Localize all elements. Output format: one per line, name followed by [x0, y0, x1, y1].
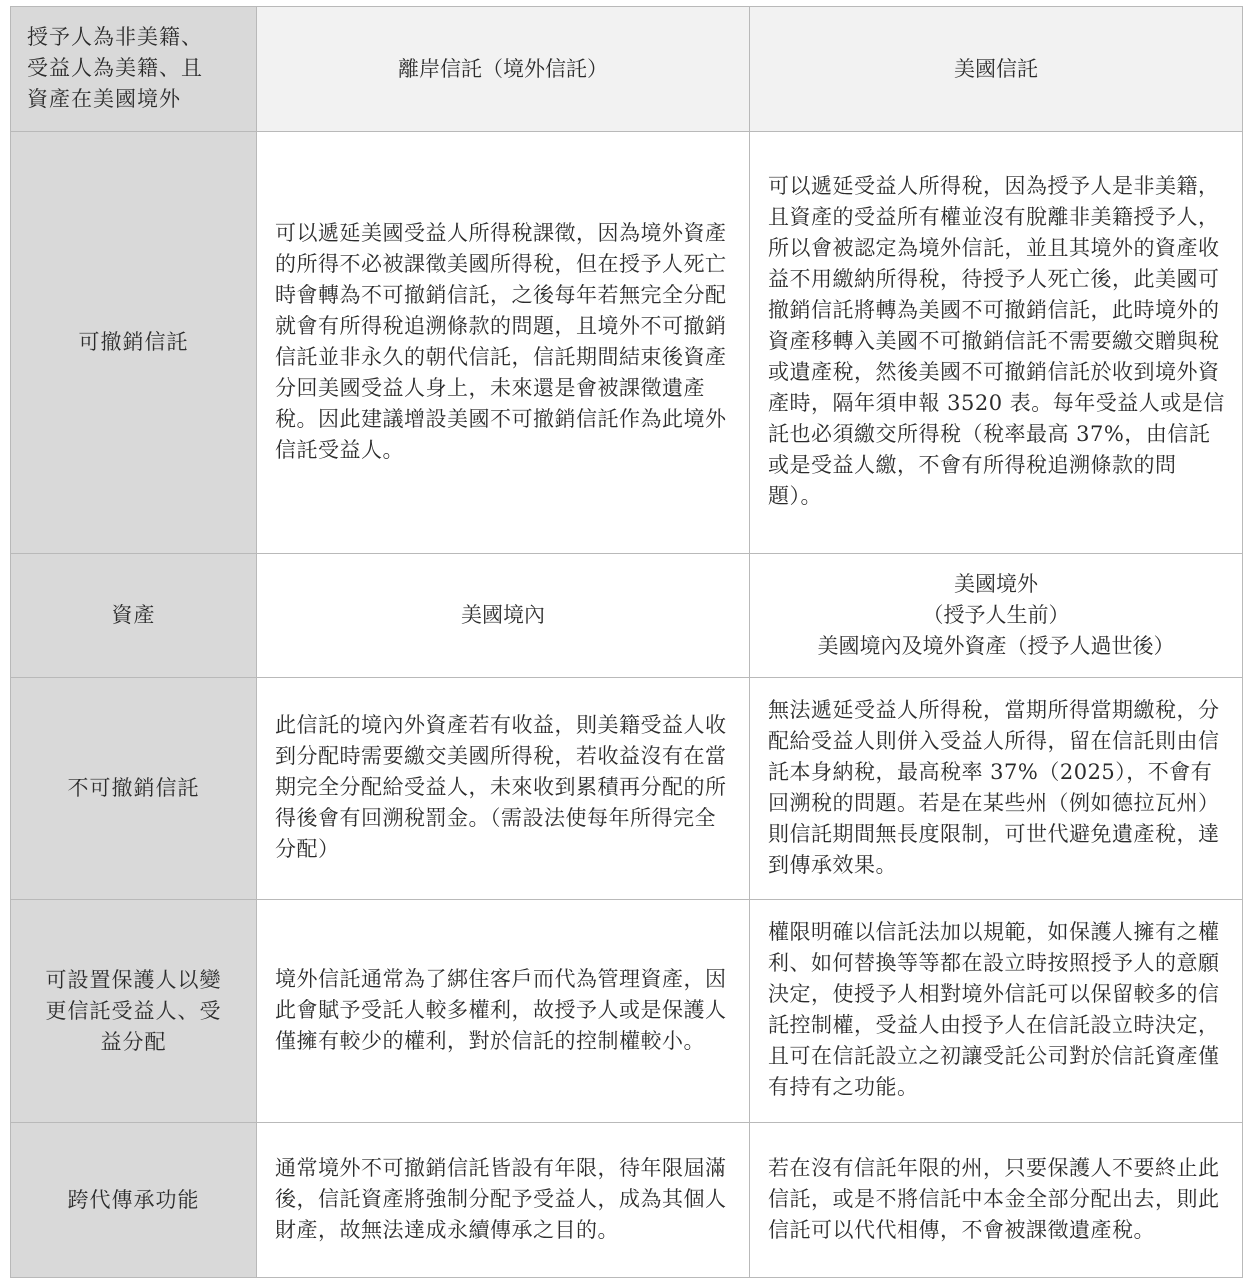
cell-us: 若在沒有信託年限的州，只要保護人不要終止此信託，或是不將信託中本金全部分配出去，則此信託可以代代相傳，不會被課徵遺產稅。 — [750, 1123, 1243, 1278]
cell-offshore: 此信託的境內外資產若有收益，則美籍受益人收到分配時需要繳交美國所得稅，若收益沒有在當期完全分配給受益人，未來收到累積再分配的所得後會有回溯稅罰金。（需設法使每年所得完全分配） — [257, 678, 750, 900]
cell-offshore: 美國境內 — [257, 554, 750, 678]
corner-line: 資產在美國境外 — [27, 86, 181, 111]
row-label-line: 可設置保護人以變 — [45, 967, 222, 992]
header-offshore-trust: 離岸信託（境外信託） — [257, 7, 750, 132]
cell-offshore: 可以遞延美國受益人所得稅課徵，因為境外資產的所得不必被課徵美國所得稅，但在授予人死亡時會轉為不可撤銷信託，之後每年若無完全分配就會有所得稅追溯條款的問題，且境外不可撤銷信託並非永久的朝代信託，信託期間結束後資產分回美國受益人身上，未來還是會被課徵遺產稅。因此建議增設美國不可撤銷信託作為此境外信託受益人。 — [257, 132, 750, 554]
table-row-generational — [11, 1123, 1243, 1278]
header-us-trust: 美國信託 — [750, 7, 1243, 132]
cell-us-line: （授予人生前） — [922, 603, 1070, 627]
cell-us-line: 美國境內及境外資產（授予人過世後） — [817, 634, 1175, 658]
cell-us-line: 美國境外 — [954, 572, 1038, 596]
row-label: 資產 — [11, 554, 257, 678]
trust-comparison-table — [10, 6, 1243, 1278]
table-row-protector — [11, 900, 1243, 1123]
cell-us: 權限明確以信託法加以規範，如保護人擁有之權利、如何替換等等都在設立時按照授予人的意願決定，使授予人相對境外信託可以保留較多的信託控制權，受益人由授予人在信託設立時決定，且可在信託設立之初讓受託公司對於信託資產僅有持有之功能。 — [750, 900, 1243, 1123]
row-label — [11, 900, 257, 1123]
table-row-irrevocable-trust — [11, 678, 1243, 900]
row-label-line: 更信託受益人、受 — [45, 998, 222, 1023]
comparison-table-container — [10, 6, 1242, 1278]
corner-line: 受益人為美籍、且 — [27, 55, 203, 80]
cell-us: 可以遞延受益人所得稅，因為授予人是非美籍，且資產的受益所有權並沒有脫離非美籍授予人，所以會被認定為境外信託，並且其境外的資產收益不用繳納所得稅，待授予人死亡後，此美國可撤銷信託將轉為美國不可撤銷信託，此時境外的資產移轉入美國不可撤銷信託不需要繳交贈與稅或遺產稅，然後美國不可撤銷信託於收到境外資產時，隔年須申報 3520 表。每年受益人或是信託也必須繳交所得稅（稅率最高 37%，由信託或是受益人繳，不會有所得稅追溯條款的問題）。 — [750, 132, 1243, 554]
cell-offshore: 通常境外不可撤銷信託皆設有年限，待年限屆滿後，信託資產將強制分配予受益人，成為其個人財產，故無法達成永續傳承之目的。 — [257, 1123, 750, 1278]
row-label: 可撤銷信託 — [11, 132, 257, 554]
header-corner-cell — [11, 7, 257, 132]
table-row-revocable-trust — [11, 132, 1243, 554]
cell-offshore: 境外信託通常為了綁住客戶而代為管理資產，因此會賦予受託人較多權利，故授予人或是保護人僅擁有較少的權利，對於信託的控制權較小。 — [257, 900, 750, 1123]
table-header-row — [11, 7, 1243, 132]
cell-us: 無法遞延受益人所得稅，當期所得當期繳稅，分配給受益人則併入受益人所得，留在信託則由信託本身納稅，最高稅率 37%（2025），不會有回溯稅的問題。若是在某些州（例如德拉瓦州）則信託期間無長度限制，可世代避免遺產稅，達到傳承效果。 — [750, 678, 1243, 900]
row-label: 跨代傳承功能 — [11, 1123, 257, 1278]
table-row-assets — [11, 554, 1243, 678]
cell-us — [750, 554, 1243, 678]
row-label: 不可撤銷信託 — [11, 678, 257, 900]
row-label-line: 益分配 — [100, 1029, 167, 1054]
corner-line: 授予人為非美籍、 — [27, 24, 203, 49]
